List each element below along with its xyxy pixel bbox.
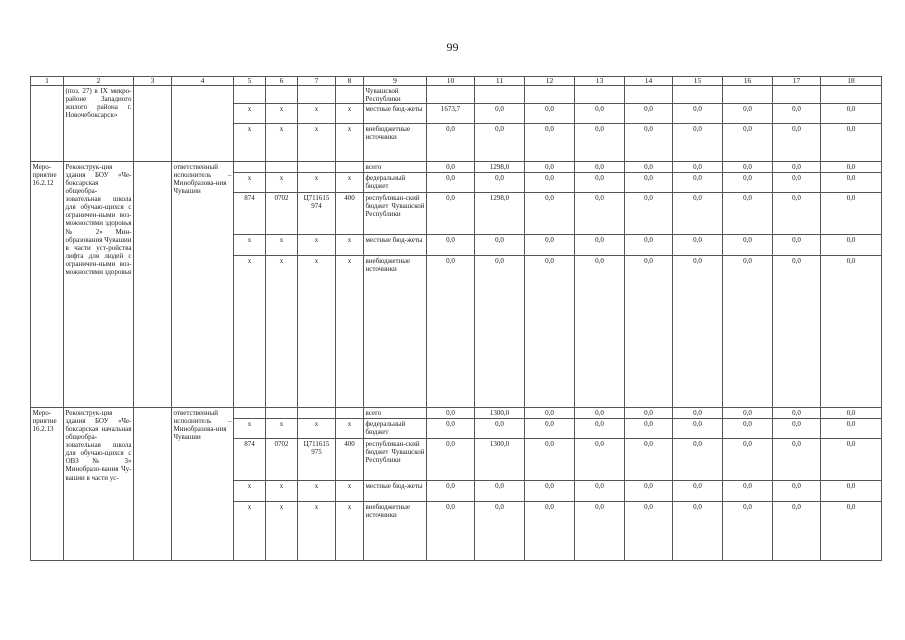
code-cell: x (336, 124, 364, 162)
header-cell: 1 (31, 77, 64, 86)
value-cell: 0,0 (475, 235, 525, 256)
value-cell: 0,0 (773, 104, 821, 124)
value-cell (723, 86, 773, 104)
value-cell: 0,0 (821, 173, 882, 193)
value-cell: 0,0 (427, 256, 475, 408)
value-cell (773, 86, 821, 104)
value-cell: 0,0 (773, 124, 821, 162)
funding-source-cell: федеральный бюджет (364, 173, 427, 193)
value-cell: 0,0 (723, 124, 773, 162)
header-cell: 13 (575, 77, 625, 86)
value-cell: 0,0 (475, 124, 525, 162)
measure-label-cell: Меро-приятие 16.2.12 (31, 162, 64, 408)
value-cell: 0,0 (525, 408, 575, 419)
header-cell: 17 (773, 77, 821, 86)
value-cell: 0,0 (525, 193, 575, 235)
value-cell: 0,0 (427, 481, 475, 502)
code-cell: x (298, 104, 336, 124)
value-cell: 0,0 (575, 162, 625, 173)
code-cell (266, 408, 298, 419)
value-cell: 0,0 (673, 104, 723, 124)
value-cell: 0,0 (673, 193, 723, 235)
table-row (31, 86, 882, 104)
value-cell: 0,0 (773, 481, 821, 502)
value-cell: 0,0 (625, 408, 673, 419)
value-cell: 0,0 (723, 173, 773, 193)
funding-source-cell: всего (364, 162, 427, 173)
budget-table (30, 76, 882, 561)
header-cell: 5 (234, 77, 266, 86)
code-cell: x (298, 419, 336, 439)
code-cell (336, 162, 364, 173)
code-cell: x (234, 481, 266, 502)
value-cell: 0,0 (821, 162, 882, 173)
value-cell: 0,0 (427, 193, 475, 235)
value-cell: 0,0 (773, 439, 821, 481)
value-cell: 0,0 (773, 162, 821, 173)
value-cell: 0,0 (475, 173, 525, 193)
code-cell: x (266, 502, 298, 561)
code-cell: 400 (336, 439, 364, 481)
header-cell: 14 (625, 77, 673, 86)
value-cell: 0,0 (525, 419, 575, 439)
code-cell: x (336, 256, 364, 408)
code-cell: x (266, 124, 298, 162)
executor-cell: ответственный исполнитель – Минобразова-ния Чувашии (172, 162, 234, 408)
value-cell: 0,0 (575, 124, 625, 162)
code-cell: x (234, 235, 266, 256)
value-cell: 0,0 (625, 124, 673, 162)
code-cell: x (336, 104, 364, 124)
code-cell (336, 86, 364, 104)
value-cell: 0,0 (773, 502, 821, 561)
value-cell: 0,0 (821, 408, 882, 419)
value-cell: 0,0 (575, 481, 625, 502)
value-cell: 0,0 (673, 419, 723, 439)
funding-source-cell: Чувашской Республики (364, 86, 427, 104)
value-cell: 0,0 (575, 104, 625, 124)
value-cell: 0,0 (575, 502, 625, 561)
value-cell: 0,0 (821, 256, 882, 408)
value-cell: 1673,7 (427, 104, 475, 124)
header-cell: 12 (525, 77, 575, 86)
header-cell: 18 (821, 77, 882, 86)
header-cell: 7 (298, 77, 336, 86)
value-cell: 0,0 (723, 481, 773, 502)
value-cell: 0,0 (821, 502, 882, 561)
value-cell: 1300,0 (475, 439, 525, 481)
measure-name-cell: (поз. 27) в IX микро-районе Западного жилого района г. Новочебоксарск» (64, 86, 134, 162)
code-cell: x (298, 481, 336, 502)
funding-source-cell: местные бюд-жеты (364, 481, 427, 502)
empty-cell (134, 162, 172, 408)
value-cell: 0,0 (723, 104, 773, 124)
value-cell: 0,0 (475, 419, 525, 439)
value-cell: 0,0 (525, 481, 575, 502)
executor-cell (172, 86, 234, 162)
code-cell: x (234, 173, 266, 193)
value-cell: 0,0 (427, 502, 475, 561)
value-cell: 0,0 (723, 256, 773, 408)
empty-cell (134, 86, 172, 162)
value-cell: 0,0 (625, 193, 673, 235)
value-cell: 0,0 (575, 408, 625, 419)
value-cell: 0,0 (427, 173, 475, 193)
value-cell: 0,0 (475, 104, 525, 124)
code-cell (298, 86, 336, 104)
code-cell: x (336, 481, 364, 502)
value-cell (475, 86, 525, 104)
funding-source-cell: внебюджетные источники (364, 124, 427, 162)
funding-source-cell: федеральный бюджет (364, 419, 427, 439)
value-cell: 0,0 (427, 124, 475, 162)
funding-source-cell: республикан-ский бюджет Чувашской Республики (364, 193, 427, 235)
code-cell: 0702 (266, 439, 298, 481)
value-cell: 1300,0 (475, 408, 525, 419)
page-number: 99 (446, 40, 459, 54)
code-cell: 874 (234, 193, 266, 235)
value-cell: 0,0 (625, 481, 673, 502)
header-cell: 16 (723, 77, 773, 86)
code-cell: x (298, 256, 336, 408)
value-cell: 0,0 (673, 124, 723, 162)
code-cell: x (336, 173, 364, 193)
header-cell: 10 (427, 77, 475, 86)
code-cell: x (266, 256, 298, 408)
code-cell: Ц711615 975 (298, 439, 336, 481)
header-cell: 8 (336, 77, 364, 86)
value-cell: 0,0 (575, 173, 625, 193)
value-cell: 0,0 (821, 481, 882, 502)
value-cell: 0,0 (525, 124, 575, 162)
value-cell: 1298,0 (475, 162, 525, 173)
code-cell: x (298, 124, 336, 162)
code-cell: x (234, 124, 266, 162)
table-row (31, 408, 882, 419)
code-cell: x (336, 502, 364, 561)
value-cell: 0,0 (525, 162, 575, 173)
value-cell: 0,0 (821, 419, 882, 439)
value-cell: 0,0 (525, 256, 575, 408)
value-cell: 0,0 (625, 419, 673, 439)
code-cell: x (336, 235, 364, 256)
value-cell: 0,0 (773, 193, 821, 235)
value-cell: 0,0 (525, 439, 575, 481)
value-cell: 0,0 (673, 162, 723, 173)
value-cell (575, 86, 625, 104)
value-cell (821, 86, 882, 104)
header-cell: 4 (172, 77, 234, 86)
header-cell: 6 (266, 77, 298, 86)
value-cell (625, 86, 673, 104)
funding-source-cell: внебюджетные источники (364, 502, 427, 561)
code-cell: 0702 (266, 193, 298, 235)
value-cell: 0,0 (625, 256, 673, 408)
value-cell: 0,0 (773, 408, 821, 419)
value-cell: 0,0 (427, 235, 475, 256)
value-cell: 0,0 (625, 235, 673, 256)
table-row (31, 162, 882, 173)
value-cell: 0,0 (427, 162, 475, 173)
value-cell: 0,0 (625, 104, 673, 124)
value-cell: 0,0 (625, 439, 673, 481)
measure-label-cell (31, 86, 64, 162)
value-cell: 0,0 (723, 193, 773, 235)
value-cell: 0,0 (575, 439, 625, 481)
value-cell: 0,0 (475, 502, 525, 561)
value-cell: 0,0 (625, 502, 673, 561)
value-cell: 0,0 (773, 256, 821, 408)
funding-source-cell: местные бюд-жеты (364, 235, 427, 256)
value-cell: 0,0 (723, 439, 773, 481)
code-cell: x (266, 481, 298, 502)
value-cell: 0,0 (575, 419, 625, 439)
value-cell: 0,0 (673, 439, 723, 481)
value-cell: 0,0 (525, 104, 575, 124)
header-cell: 2 (64, 77, 134, 86)
value-cell: 0,0 (723, 408, 773, 419)
value-cell: 0,0 (821, 193, 882, 235)
funding-source-cell: республикан-ский бюджет Чувашской Республики (364, 439, 427, 481)
value-cell: 0,0 (475, 481, 525, 502)
code-cell: x (298, 502, 336, 561)
code-cell: x (298, 235, 336, 256)
code-cell: x (298, 173, 336, 193)
funding-source-cell: местные бюд-жеты (364, 104, 427, 124)
value-cell (673, 86, 723, 104)
code-cell: x (234, 419, 266, 439)
value-cell: 0,0 (773, 173, 821, 193)
value-cell: 0,0 (575, 235, 625, 256)
code-cell (266, 86, 298, 104)
value-cell: 0,0 (821, 235, 882, 256)
code-cell: x (266, 235, 298, 256)
code-cell: x (266, 173, 298, 193)
value-cell: 0,0 (427, 439, 475, 481)
value-cell: 0,0 (625, 173, 673, 193)
funding-source-cell: всего (364, 408, 427, 419)
code-cell: x (336, 419, 364, 439)
value-cell: 0,0 (427, 408, 475, 419)
header-cell: 9 (364, 77, 427, 86)
code-cell: Ц711615 974 (298, 193, 336, 235)
value-cell: 0,0 (475, 256, 525, 408)
value-cell: 0,0 (773, 419, 821, 439)
code-cell (234, 86, 266, 104)
value-cell: 0,0 (525, 235, 575, 256)
code-cell: x (234, 502, 266, 561)
header-cell: 3 (134, 77, 172, 86)
code-cell (298, 162, 336, 173)
header-cell: 15 (673, 77, 723, 86)
measure-name-cell: Реконструк-ция здания БОУ «Че-боксарская начальная общеобра-зовательная школа для обучаю-щихся с ОВЗ № 3» Минобразо-вания Чу-вашии в части ус- (64, 408, 134, 561)
value-cell: 0,0 (625, 162, 673, 173)
value-cell (427, 86, 475, 104)
empty-cell (134, 408, 172, 561)
value-cell (525, 86, 575, 104)
measure-label-cell: Меро-приятие 16.2.13 (31, 408, 64, 561)
value-cell: 0,0 (673, 173, 723, 193)
measure-name-cell: Реконструк-ция здания БОУ «Че-боксарская общеобра-зовательная школа для обучаю-щихся с ограничен-ными воз-можностями здоровья № 2» Мин-образования Чувашии в части уст-ройства лифта для людей с ограничен-ными воз-можностями здоровья (64, 162, 134, 408)
value-cell: 0,0 (427, 419, 475, 439)
value-cell: 1298,0 (475, 193, 525, 235)
value-cell: 0,0 (525, 173, 575, 193)
code-cell: 874 (234, 439, 266, 481)
code-cell: x (234, 104, 266, 124)
value-cell: 0,0 (821, 124, 882, 162)
value-cell: 0,0 (821, 439, 882, 481)
value-cell: 0,0 (723, 162, 773, 173)
value-cell: 0,0 (821, 104, 882, 124)
code-cell (298, 408, 336, 419)
code-cell: x (234, 256, 266, 408)
value-cell: 0,0 (673, 235, 723, 256)
value-cell: 0,0 (575, 256, 625, 408)
executor-cell: ответственный исполнитель – Минобразова-ния Чувашии (172, 408, 234, 561)
header-cell: 11 (475, 77, 525, 86)
value-cell: 0,0 (673, 502, 723, 561)
value-cell: 0,0 (673, 256, 723, 408)
header-row (31, 77, 882, 86)
value-cell: 0,0 (525, 502, 575, 561)
value-cell: 0,0 (673, 408, 723, 419)
code-cell (234, 408, 266, 419)
value-cell: 0,0 (723, 419, 773, 439)
code-cell: 400 (336, 193, 364, 235)
value-cell: 0,0 (575, 193, 625, 235)
code-cell (336, 408, 364, 419)
code-cell: x (266, 419, 298, 439)
value-cell: 0,0 (723, 502, 773, 561)
code-cell: x (266, 104, 298, 124)
value-cell: 0,0 (773, 235, 821, 256)
value-cell: 0,0 (673, 481, 723, 502)
value-cell: 0,0 (723, 235, 773, 256)
code-cell (266, 162, 298, 173)
code-cell (234, 162, 266, 173)
funding-source-cell: внебюджетные источники (364, 256, 427, 408)
